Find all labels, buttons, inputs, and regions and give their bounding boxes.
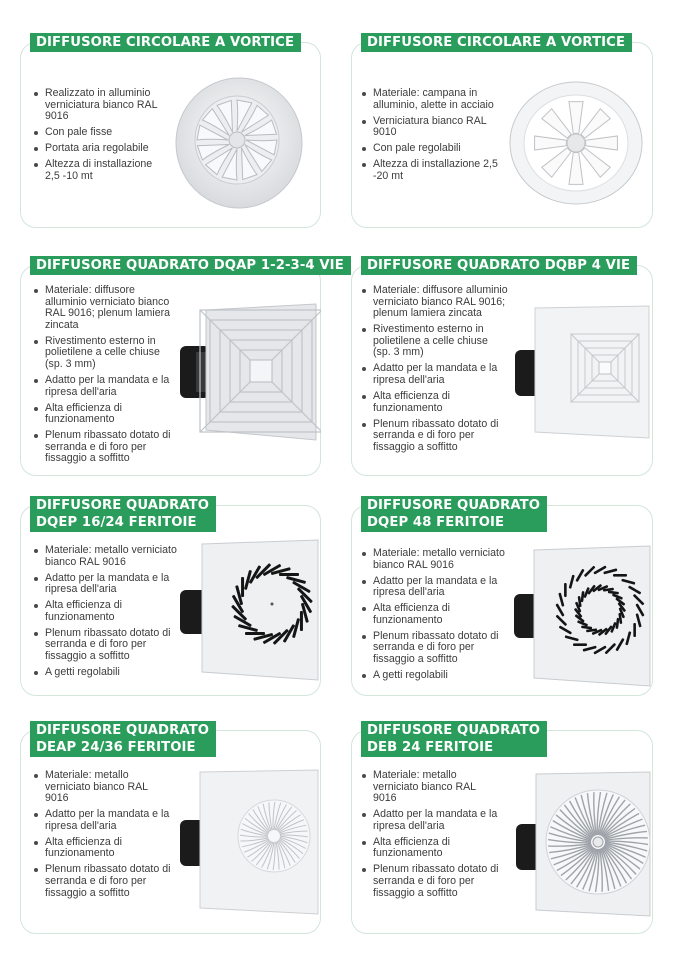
feature-list <box>360 770 500 904</box>
feature-item: Adatto per la mandata e la ripresa dell'aria <box>360 576 510 599</box>
feature-item: Alta efficienza di funzionamento <box>360 603 510 626</box>
feature-list <box>360 548 510 686</box>
feature-item: Materiale: metallo verniciato bianco RAL 9016 <box>360 548 510 571</box>
feature-item: Adatto per la mandata e la ripresa dell'aria <box>32 809 172 832</box>
feature-item: Materiale: metallo verniciato bianco RAL 9016 <box>360 770 500 805</box>
product-title: DIFFUSORE CIRCOLARE A VORTICE <box>361 33 632 52</box>
feature-item: Rivestimento esterno in polietilene a celle chiuse (sp. 3 mm) <box>32 336 177 371</box>
product-title: DIFFUSORE QUADRATO DQEP 16/24 FERITOIE <box>30 496 216 532</box>
feature-item: Alta efficienza di funzionamento <box>360 837 500 860</box>
feature-item: Alta efficienza di funzionamento <box>32 600 177 623</box>
feature-item: Con pale fisse <box>32 127 167 139</box>
square-swirl-slot-diffuser-image <box>178 538 321 682</box>
feature-item: Materiale: diffusore alluminio verniciato bianco RAL 9016; plenum lamiera zincata <box>360 285 508 320</box>
feature-list <box>32 88 167 187</box>
feature-list <box>32 285 177 469</box>
feature-item: Plenum ribassato dotato di serranda e di foro per fissaggio a soffitto <box>360 864 500 899</box>
feature-item: Materiale: metallo verniciato bianco RAL 9016 <box>32 545 177 568</box>
feature-list <box>360 285 508 458</box>
feature-item: Plenum ribassato dotato di serranda e di foro per fissaggio a soffitto <box>32 430 177 465</box>
product-title: DIFFUSORE QUADRATO DEAP 24/36 FERITOIE <box>30 721 216 757</box>
product-title: DIFFUSORE QUADRATO DQBP 4 VIE <box>361 256 637 275</box>
round-swirl-diffuser-image <box>508 80 644 206</box>
feature-list <box>32 770 172 904</box>
feature-item: Adatto per la mandata e la ripresa dell'aria <box>360 809 500 832</box>
square-cone-diffuser-image <box>176 302 321 444</box>
feature-item: A getti regolabili <box>360 670 510 682</box>
feature-item: Rivestimento esterno in polietilene a celle chiuse (sp. 3 mm) <box>360 324 508 359</box>
square-cone-diffuser-image <box>511 304 651 442</box>
square-swirl-slot-diffuser-image <box>512 544 652 688</box>
feature-list <box>360 88 505 187</box>
feature-item: Materiale: diffusore alluminio verniciato bianco RAL 9016; plenum lamiera zincata <box>32 285 177 331</box>
feature-item: Portata aria regolabile <box>32 143 167 155</box>
feature-item: Adatto per la mandata e la ripresa dell'aria <box>360 363 508 386</box>
product-title: DIFFUSORE QUADRATO DQEP 48 FERITOIE <box>361 496 547 532</box>
feature-item: A getti regolabili <box>32 667 177 679</box>
product-title: DIFFUSORE CIRCOLARE A VORTICE <box>30 33 301 52</box>
feature-item: Plenum ribassato dotato di serranda e di foro per fissaggio a soffitto <box>32 864 172 899</box>
feature-item: Plenum ribassato dotato di serranda e di foro per fissaggio a soffitto <box>360 631 510 666</box>
feature-item: Alta efficienza di funzionamento <box>360 391 508 414</box>
feature-item: Adatto per la mandata e la ripresa dell'aria <box>32 573 177 596</box>
round-swirl-diffuser-image <box>174 76 304 210</box>
feature-item: Materiale: metallo verniciato bianco RAL 9016 <box>32 770 172 805</box>
feature-list <box>32 545 177 683</box>
feature-item: Altezza di installazione 2,5 -10 mt <box>32 159 167 182</box>
square-radial-slot-diffuser-image <box>178 768 321 918</box>
feature-item: Con pale regolabili <box>360 143 505 155</box>
product-title: DIFFUSORE QUADRATO DEB 24 FERITOIE <box>361 721 547 757</box>
feature-item: Alta efficienza di funzionamento <box>32 403 177 426</box>
feature-item: Plenum ribassato dotato di serranda e di foro per fissaggio a soffitto <box>32 628 177 663</box>
feature-item: Realizzato in alluminio verniciatura bianco RAL 9016 <box>32 88 167 123</box>
feature-item: Verniciatura bianco RAL 9010 <box>360 116 505 139</box>
square-radial-slot-diffuser-image <box>514 770 652 920</box>
feature-item: Materiale: campana in alluminio, alette in acciaio <box>360 88 505 111</box>
product-title: DIFFUSORE QUADRATO DQAP 1-2-3-4 VIE <box>30 256 351 275</box>
feature-item: Altezza di installazione 2,5 -20 mt <box>360 159 505 182</box>
feature-item: Adatto per la mandata e la ripresa dell'aria <box>32 375 177 398</box>
feature-item: Plenum ribassato dotato di serranda e di foro per fissaggio a soffitto <box>360 419 508 454</box>
feature-item: Alta efficienza di funzionamento <box>32 837 172 860</box>
